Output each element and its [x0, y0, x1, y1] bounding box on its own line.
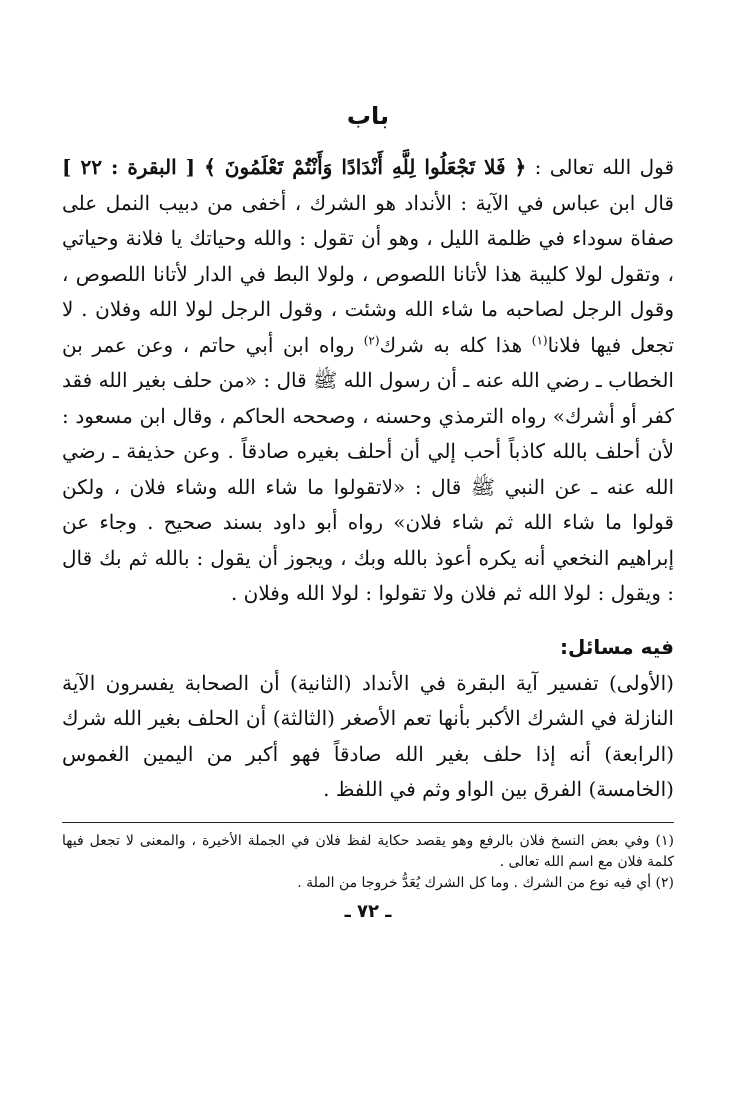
- footnote-divider: [62, 822, 674, 823]
- issues-paragraph: (الأولى) تفسير آية البقرة في الأنداد (الثانية) أن الصحابة يفسرون الآية النازلة في الشرك الأكبر بأنها تعم الأصغر (الثالثة) أن الحلف بغير الله شرك (الرابعة) أنه إذا حلف بغير الله صادقاً فهو أكبر من اليمين الغموس (الخامسة) الفرق بين الواو وثم في اللفظ .: [62, 670, 674, 801]
- paragraph-text-a: قال ابن عباس في الآية : الأنداد هو الشرك ، أخفى من دبيب النمل على صفاة سوداء في ظلمة الليل ، وهو أن تقول : والله وحياتك يا فلانة وحياتي ، وتقول لولا كليبة هذا لأتانا اللصوص ، ولولا البط في الدار لأتانا اللصوص ، وقول الرجل لصاحبه ما شاء الله وشئت ، وقول الرجل لولا الله وفلان . لا تجعل فيها فلانا: [62, 190, 674, 357]
- verse-reference: [ البقرة : ٢٢ ]: [62, 155, 205, 179]
- footnote-marker-1[interactable]: (١): [531, 332, 548, 347]
- page-number: ـ ٧٢ ـ: [344, 900, 392, 922]
- quran-verse: ﴿ فَلا تَجْعَلُوا لِلَّهِ أَنْدَادًا وَأَنْتُمْ تَعْلَمُونَ ﴾: [204, 155, 527, 179]
- footnote-2: (٢) أي فيه نوع من الشرك . وما كل الشرك يُعَدُّ خروجا من الملة .: [297, 874, 674, 891]
- paragraph-text-b: هذا كله به شرك: [379, 332, 532, 357]
- issues-heading: فيه مسائل:: [560, 634, 674, 659]
- paragraph-text-c: رواه ابن أبي حاتم ، وعن عمر بن الخطاب ـ رضي الله عنه ـ أن رسول الله ﷺ قال : «من حلف بغير الله فقد كفر أو أشرك» رواه الترمذي وحسنه ، وصححه الحاكم ، وقال ابن مسعود : لأن أحلف بالله كاذباً أحب إلي أن أحلف بغيره صادقاً . وعن حذيفة ـ رضي الله عنه ـ عن النبي ﷺ قال : «لاتقولوا ما شاء الله وشاء فلان ، ولكن قولوا ما شاء الله ثم شاء فلان» رواه أبو داود بسند صحيح . وجاء عن إبراهيم النخعي أنه يكره أعوذ بالله وبك ، ويجوز أن يقول : بالله ثم بك قال : ويقول : لولا الله ثم فلان ولا تقولوا : لولا الله وفلان .: [62, 332, 675, 605]
- main-paragraph: [62, 150, 674, 612]
- footnote-marker-2[interactable]: (٢): [363, 332, 380, 347]
- intro-text: قول الله تعالى :: [526, 155, 675, 179]
- footnote-1: (١) وفي بعض النسخ فلان بالرفع وهو يقصد حكاية لفظ فلان في الجملة الأخيرة ، والمعنى لا تجعل فيها كلمة فلان مع اسم الله تعالى .: [62, 832, 674, 870]
- book-page: [62, 100, 674, 924]
- chapter-title: باب: [346, 102, 390, 130]
